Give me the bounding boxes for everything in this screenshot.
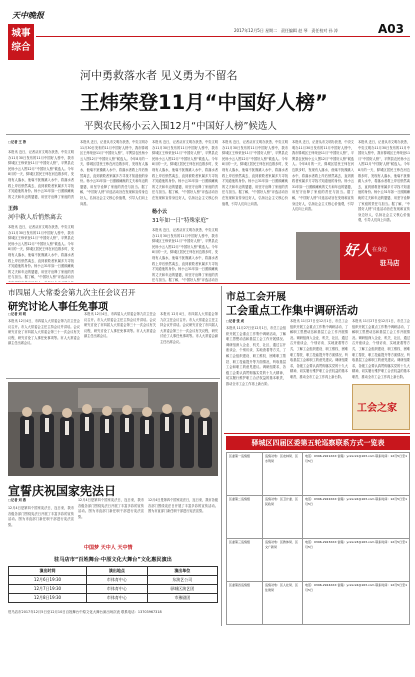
masthead-date: 2017年12月5日 星期二 (234, 28, 278, 33)
lead-body-col1b: 本报讯 近日，记者从市文明办获悉，中央文明办11月30日发布的11月中国好人榜中，我市驿城区王炜荣登11月“中国好人榜”，平舆县农民杨小云入围12月“中国好人榜”候选人。今年8月的一天，驿城区居民王炜在河边散步时，发现有人落水，他毫不犹豫跳入水中，将落水者救上岸后悄然离去，直到被救者家属多方寻找才知道他的身份。杨小云31年如一日照顾瘫痪的丈夫和年迈的婆婆，用坚守诠释了家庭的责任与担当。据了解，“中国好人榜”评选活动旨 (8, 225, 74, 280)
story3-byline: □记者 刘 燕 (8, 498, 26, 502)
cell-time: 12月8日19:30 (9, 594, 87, 603)
lead-kicker: 河中勇救落水者 见义勇为不留名 (80, 69, 238, 82)
story4-col2: 本报讯 11月27日至12月1日，市总工会组织开展工会重点工作集中调研活动，了解职工思想动态和基层工会工作开展情况。调研组深入企业、机关、社区，通过召开座谈会、个别访谈、实地查看等方式，了解工会组织建设、职工维权、困难职工帮扶、职工技能提升等方面情况，听取基层工会和职工的意见建议。调研组要求，各级工会要认真贯彻落实党的十九大精神，切实履行维护职工合法权益的基本职责，推动全市工会工作再上新台阶。 (290, 319, 348, 379)
lead-body-col6: 本报讯 近日，记者从市文明办获悉，中央文明办11月30日发布的11月中国好人榜中，我市驿城区王炜荣登11月“中国好人榜”，平舆县农民杨小云入围12月“中国好人榜”候选人。今年8月的一天，驿城区居民王炜在河边散步时，发现有人落水，他毫不犹豫跳入水中，将落水者救上岸后悄然离去，直到被救者家属多方寻找才知道他的身份。杨小云31年如一日照顾瘫痪的丈夫和年迈的婆婆，用坚守诠释了家庭的责任与担当。据了解，“中国好人榜”评选活动旨在发现和宣传身边好人，弘扬社会主义核心价值观，引导人们向上向善。 (358, 140, 410, 223)
notice-logo: 中国梦 天中人 天中情 (84, 545, 133, 551)
roster-table-wrap (226, 452, 410, 625)
masthead-proof: 责任校对 孙 涛 (311, 28, 338, 33)
section-tag-line1: 城事 (11, 28, 31, 39)
story2-col2: 本报讯 12月4日，市四届人大常委会第九次主任会议召开。市人大常委会主任主持会议并讲话。会议研究讨论了市四届人大常委会第三十一次会议有关议程，研究讨论了人事任免事项等。市人大常委会副主任出席会议。 (84, 312, 156, 339)
roster-table (226, 452, 410, 625)
roster-target: 巡察对象：区人社局、区住建局 (263, 582, 303, 625)
story3-col1: 12月4日是第四个国家宪法日，连日来，我市各级各部门围绕宪法日开展了丰富多彩的宣传活动。图为市直部门新任职干部进行宪法宣誓。 (8, 506, 74, 527)
header-venue: 演出地点 (87, 567, 148, 576)
section-rule-1 (6, 283, 410, 284)
story2-byline: □记者 刘 明 (8, 312, 26, 316)
roster-title: 驿城区四届区委第五轮巡察联系方式一览表 (226, 436, 410, 450)
roster-group: 区委第一巡察组 (227, 453, 263, 496)
section-tag-line2: 综合 (11, 42, 31, 53)
table-row (227, 496, 410, 539)
lead-headline: 王炜荣登11月“中国好人榜” (80, 91, 328, 114)
roster-group: 区委第四巡察组 (227, 582, 263, 625)
photo-scene (8, 382, 218, 476)
header-troupe: 演出单位 (147, 567, 217, 576)
lead-body-col3: 本报讯 近日，记者从市文明办获悉，中央文明办11月30日发布的11月中国好人榜中，我市驿城区王炜荣登11月“中国好人榜”，平舆县农民杨小云入围12月“中国好人榜”候选人。今年8月的一天，驿城区居民王炜在河边散步时，发现有人落水，他毫不犹豫跳入水中，将落水者救上岸后悄然离去，直到被救者家属多方寻找才知道他的身份。杨小云31年如一日照顾瘫痪的丈夫和年迈的婆婆，用坚守诠释了家庭的责任与担当。据了解，“中国好人榜”评选活动旨在发现和宣传身边好人，弘扬社会主义核心价 (152, 140, 218, 200)
table-row (227, 453, 410, 496)
constitution-day-photo (8, 382, 218, 476)
masthead-logo: 天中晚报 (12, 11, 44, 20)
story2-divider (6, 378, 220, 379)
badge-sub: 在身边 (372, 247, 388, 253)
table-row (227, 582, 410, 625)
sub2-title: 31年如一日“特殊家庭” (152, 218, 209, 224)
union-home-label: 工会之家 (357, 403, 397, 414)
table-row (227, 539, 410, 582)
sub2-name: 杨小云 (152, 209, 168, 215)
story2-headline: 研究讨论人事任免事项 (8, 302, 108, 313)
lead-subhead: 平舆农民杨小云入围12月“中国好人榜”候选人 (84, 121, 277, 132)
cell-time: 12月7日19:30 (9, 585, 87, 594)
lead-byline: □记者 王 涛 (8, 140, 26, 144)
notice-footer: 驻马店市2017年12月5日至12月10日百姓舞台中原文化大舞台演出场次表 联系电话：13703967318 (8, 610, 162, 614)
cell-troupe: 市豫剧团 (147, 594, 217, 603)
notice-table (8, 566, 218, 603)
roster-target: 巡察对象：区教体局、区文广新局 (263, 539, 303, 582)
notice-table-wrap (8, 566, 218, 603)
header-time: 演出时间 (9, 567, 87, 576)
table-row (9, 594, 218, 603)
union-home-box (352, 384, 410, 430)
roster-contact: 电话：0396-2923XXX 信箱：yczxcz3@163.com 联系时间：12月5日至1月5日 (303, 539, 410, 582)
lead-body-col3b: 本报讯 近日，记者从市文明办获悉，中央文明办11月30日发布的11月中国好人榜中，我市驿城区王炜荣登11月“中国好人榜”，平舆县农民杨小云入围12月“中国好人榜”候选人。今年8月的一天，驿城区居民王炜在河边散步时，发现有人落水，他毫不犹豫跳入水中，将落水者救上岸后悄然离去，直到被救者家属多方寻找才知道他的身份。杨小云31年如一日照顾瘫痪的丈夫和年迈的婆婆，用坚守诠释了家庭的责任与担当。据了解，“中国好人榜”评选活动旨 (152, 228, 218, 282)
sub1-title: 河中救人后悄然离去 (8, 214, 63, 221)
story4-byline: □记者 张 成 (226, 319, 244, 323)
table-row (9, 585, 218, 594)
lead-divider (6, 134, 410, 135)
lead-body-col1: 本报讯 近日，记者从市文明办获悉，中央文明办11月30日发布的11月中国好人榜中，我市驿城区王炜荣登11月“中国好人榜”，平舆县农民杨小云入围12月“中国好人榜”候选人。今年8月的一天，驿城区居民王炜在河边散步时，发现有人落水，他毫不犹豫跳入水中，将落水者救上岸后悄然离去，直到被救者家属多方寻找才知道他的身份。杨小云31年如一日照顾瘫痪的丈夫和年迈的婆婆，用坚守诠释了家庭的责 (8, 150, 74, 199)
story2-col1: 本报讯 12月4日，市四届人大常委会第九次主任会议召开。市人大常委会主任主持会议并讲话。会议研究讨论了市四届人大常委会第三十一次会议有关议程，研究讨论了人事任免事项等。市人大常委会副主任出席会议。 (8, 319, 80, 346)
cell-time: 12月6日19:30 (9, 576, 87, 585)
table-row (9, 576, 218, 585)
roster-rule (224, 433, 410, 434)
roster-contact: 电话：0396-2924XXX 信箱：yczxcz4@163.com 联系时间：12月5日至1月5日 (303, 582, 410, 625)
roster-target: 巡察对象：区卫计委、区民政局 (263, 496, 303, 539)
badge-title: 好人 (344, 243, 372, 259)
story4-col3: 本报讯 11月27日至12月1日，市总工会组织开展工会重点工作集中调研活动，了解职工思想动态和基层工会工作开展情况。调研组深入企业、机关、社区，通过召开座谈会、个别访谈、实地查看等方式，了解工会组织建设、职工维权、困难职工帮扶、职工技能提升等方面情况，听取基层工会和职工的意见建议。调研组要求，各级工会要认真贯彻落实党的十九大精神，切实履行维护职工合法权益的基本职责，推动全市工会工作再上新台阶。 (352, 319, 410, 379)
story4-kicker: 市总工会开展 (226, 292, 286, 303)
masthead-info (234, 28, 338, 34)
column-divider (221, 286, 222, 626)
page-number: A03 (378, 22, 404, 36)
cell-troupe: 驿城区演艺团 (147, 585, 217, 594)
roster-contact: 电话：0396-2922XXX 信箱：yczxcz2@163.com 联系时间：12月5日至1月5日 (303, 496, 410, 539)
masthead-editor: 责任编辑 赵 琴 (280, 28, 308, 33)
notice-table-header (9, 567, 218, 576)
story4-col1: 本报讯 11月27日至12月1日，市总工会组织开展工会重点工作集中调研活动，了解职工思想动态和基层工会工作开展情况。调研组深入企业、机关、社区，通过召开座谈会、个别访谈、实地查看等方式，了解工会组织建设、职工维权、困难职工帮扶、职工技能提升等方面情况，听取基层工会和职工的意见建议。调研组要求，各级工会要认真贯彻落实党的十九大精神，切实履行维护职工合法权益的基本职责，推动全市工会工作再上新台阶。 (226, 326, 286, 386)
story3-headline: 宣誓庆祝国家宪法日 (8, 484, 117, 498)
good-people-badge (296, 232, 410, 280)
lead-body-col4: 本报讯 近日，记者从市文明办获悉，中央文明办11月30日发布的11月中国好人榜中，我市驿城区王炜荣登11月“中国好人榜”，平舆县农民杨小云入围12月“中国好人榜”候选人。今年8月的一天，驿城区居民王炜在河边散步时，发现有人落水，他毫不犹豫跳入水中，将落水者救上岸后悄然离去，直到被救者家属多方寻找才知道他的身份。杨小云31年如一日照顾瘫痪的丈夫和年迈的婆婆，用坚守诠释了家庭的责任与担当。据了解，“中国好人榜”评选活动旨在发现和宣传身边好人，弘扬社会主义核心价值观，引导人们向上向善。 (222, 140, 288, 206)
story3-col2: 12月4日是第四个国家宪法日，连日来，我市各级各部门围绕宪法日开展了丰富多彩的宣传活动。图为市直部门新任职干部进行宪法宣誓。 (78, 498, 144, 519)
masthead (6, 4, 410, 64)
story3-col3: 12月4日是第四个国家宪法日，连日来，我市各级各部门围绕宪法日开展了丰富多彩的宣传活动。图为市直部门新任职干部进行宪法宣誓。 (148, 498, 218, 514)
section-tag (8, 24, 34, 60)
roster-group: 区委第三巡察组 (227, 539, 263, 582)
story2-col3: 本报讯 12月4日，市四届人大常委会第九次主任会议召开。市人大常委会主任主持会议并讲话。会议研究讨论了市四届人大常委会第三十一次会议有关议程，研究讨论了人事任免事项等。市人大常委会副主任出席会议。 (160, 312, 218, 344)
cell-venue: 市体育中心 (87, 585, 148, 594)
notice-title: 驻马店市“百姓舞台·中原文化大舞台”文化惠民演出 (54, 557, 172, 563)
lead-body-col5: 本报讯 近日，记者从市文明办获悉，中央文明办11月30日发布的11月中国好人榜中，我市驿城区王炜荣登11月“中国好人榜”，平舆县农民杨小云入围12月“中国好人榜”候选人。今年8月的一天，驿城区居民王炜在河边散步时，发现有人落水，他毫不犹豫跳入水中，将落水者救上岸后悄然离去，直到被救者家属多方寻找才知道他的身份。杨小云31年如一日照顾瘫痪的丈夫和年迈的婆婆，用坚守诠释了家庭的责任与担当。据了解，“中国好人榜”评选活动旨在发现和宣传身边好人，弘扬社会主义核心价值观，引导人们向上向善。 (292, 140, 354, 212)
lead-body-col2: 本报讯 近日，记者从市文明办获悉，中央文明办11月30日发布的11月中国好人榜中，我市驿城区王炜荣登11月“中国好人榜”，平舆县农民杨小云入围12月“中国好人榜”候选人。今年8月的一天，驿城区居民王炜在河边散步时，发现有人落水，他毫不犹豫跳入水中，将落水者救上岸后悄然离去，直到被救者家属多方寻找才知道他的身份。杨小云31年如一日照顾瘫痪的丈夫和年迈的婆婆，用坚守诠释了家庭的责任与担当。据了解，“中国好人榜”评选活动旨在发现和宣传身边好人，弘扬社会主义核心价值观，引导人们向上向善。 (80, 140, 148, 206)
roster-contact: 电话：0396-2921XXX 信箱：yczxcz1@163.com 联系时间：12月5日至1月5日 (303, 453, 410, 496)
cell-venue: 市体育中心 (87, 594, 148, 603)
story4-headline: 工会重点工作集中调研活动 (226, 304, 358, 317)
cell-troupe: 东演艺公司 (147, 576, 217, 585)
badge-photo (296, 232, 340, 280)
sub1-name: 王炜 (8, 206, 19, 212)
badge-city: 驻马店 (380, 259, 400, 267)
roster-target: 巡察对象：区农林局、区水利局 (263, 453, 303, 496)
masthead-rule (36, 36, 410, 37)
roster-group: 区委第二巡察组 (227, 496, 263, 539)
cell-venue: 市体育中心 (87, 576, 148, 585)
story2-kicker: 市四届人大常委会第九次主任会议召开 (8, 288, 136, 297)
